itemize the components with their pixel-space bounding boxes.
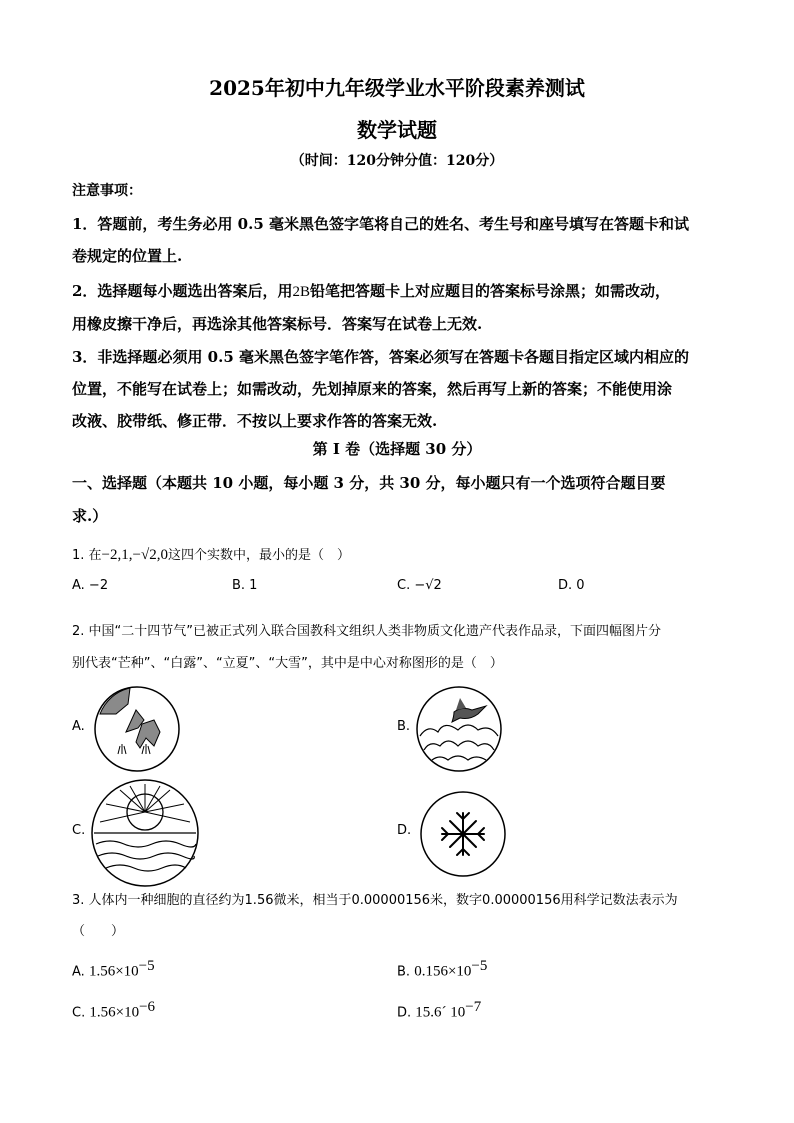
q3-stem-line-2: （ ） [72,924,125,939]
volume-heading: 第 I 卷（选择题 30 分） [312,440,482,458]
note-item-2-line-2: 用橡皮擦干净后，再选涂其他答案标号．答案写在试卷上无效. [72,315,483,333]
bailu-image[interactable] [414,684,504,774]
subject-title: 数学试题 [357,118,437,142]
daxue-image[interactable] [418,789,508,879]
q3-option-c[interactable]: C. $1.56\times 10^{-6}$ [72,999,156,1021]
q2-option-d-label[interactable]: D. [397,823,412,838]
q3-stem-line-1: 3. 人体内一种细胞的直径约为1.56微米，相当于0.00000156米，数字0.00000156用科学记数法表示为 [72,893,678,908]
notes-heading: 注意事项： [72,183,142,199]
part1-heading-line-1: 一、选择题（本题共 10 小题，每小题 3 分，共 30 分，每小题只有一个选项符合题目要 [72,474,666,492]
note-item-3-line-2: 位置，不能写在试卷上；如需改动，先划掉原来的答案，然后再写上新的答案；不能使用涂 [72,380,673,398]
q3-option-d[interactable]: D. 15.6´ $10^{-7}$ [397,999,482,1021]
q2-option-a-label[interactable]: A. [72,719,85,734]
q2-stem-line-2: 别代表“芒种”、“白露”、“立夏”、“大雪”，其中是中心对称图形的是（ ） [72,656,503,671]
q2-option-b-label[interactable]: B. [397,719,411,734]
time-info: （时间：120分钟分值：120分） [290,153,504,169]
q1-option-b[interactable]: B. 1 [232,578,258,593]
q2-option-c-label[interactable]: C. [72,823,86,838]
q1-option-c[interactable]: C. −√2 [397,578,442,593]
q3-option-a[interactable]: A. $1.56\times 10^{-5}$ [72,958,155,980]
part1-heading-line-2: 求.） [72,507,108,525]
note-item-1-line-1: 1．答题前，考生务必用 0.5 毫米黑色签字笔将自己的姓名、考生号和座号填写在答题卡和试 [72,215,689,233]
q2-stem-line-1: 2. 中国“二十四节气”已被正式列入联合国教科文组织人类非物质文化遗产代表作品录，下面四幅图片分 [72,624,662,639]
q3-option-b[interactable]: B. $0.156\times 10^{-5}$ [397,958,488,980]
note-item-3-line-1: 3．非选择题必须用 0.5 毫米黑色签字笔作答，答案必须写在答题卡各题目指定区域内相应的 [72,348,689,366]
note-item-3-line-3: 改液、胶带纸、修正带．不按以上要求作答的答案无效. [72,412,438,430]
mangzhong-image[interactable] [92,684,182,774]
note-item-1-line-2: 卷规定的位置上. [72,247,183,265]
q1-numbers: −2,1,−√2,0 [101,547,168,563]
q1-stem: 1. 在−2,1,−√2,0这四个实数中，最小的是（ ） [72,547,350,563]
note-item-2-line-1: 2．选择题每小题选出答案后，用2B铅笔把答题卡上对应题目的答案标号涂黑；如需改动， [72,282,670,300]
lixia-image[interactable] [90,778,200,888]
q1-option-d[interactable]: D. 0 [558,578,585,593]
q1-option-a[interactable]: A. −2 [72,578,109,593]
exam-title: 2025年初中九年级学业水平阶段素养测试 [209,76,585,100]
